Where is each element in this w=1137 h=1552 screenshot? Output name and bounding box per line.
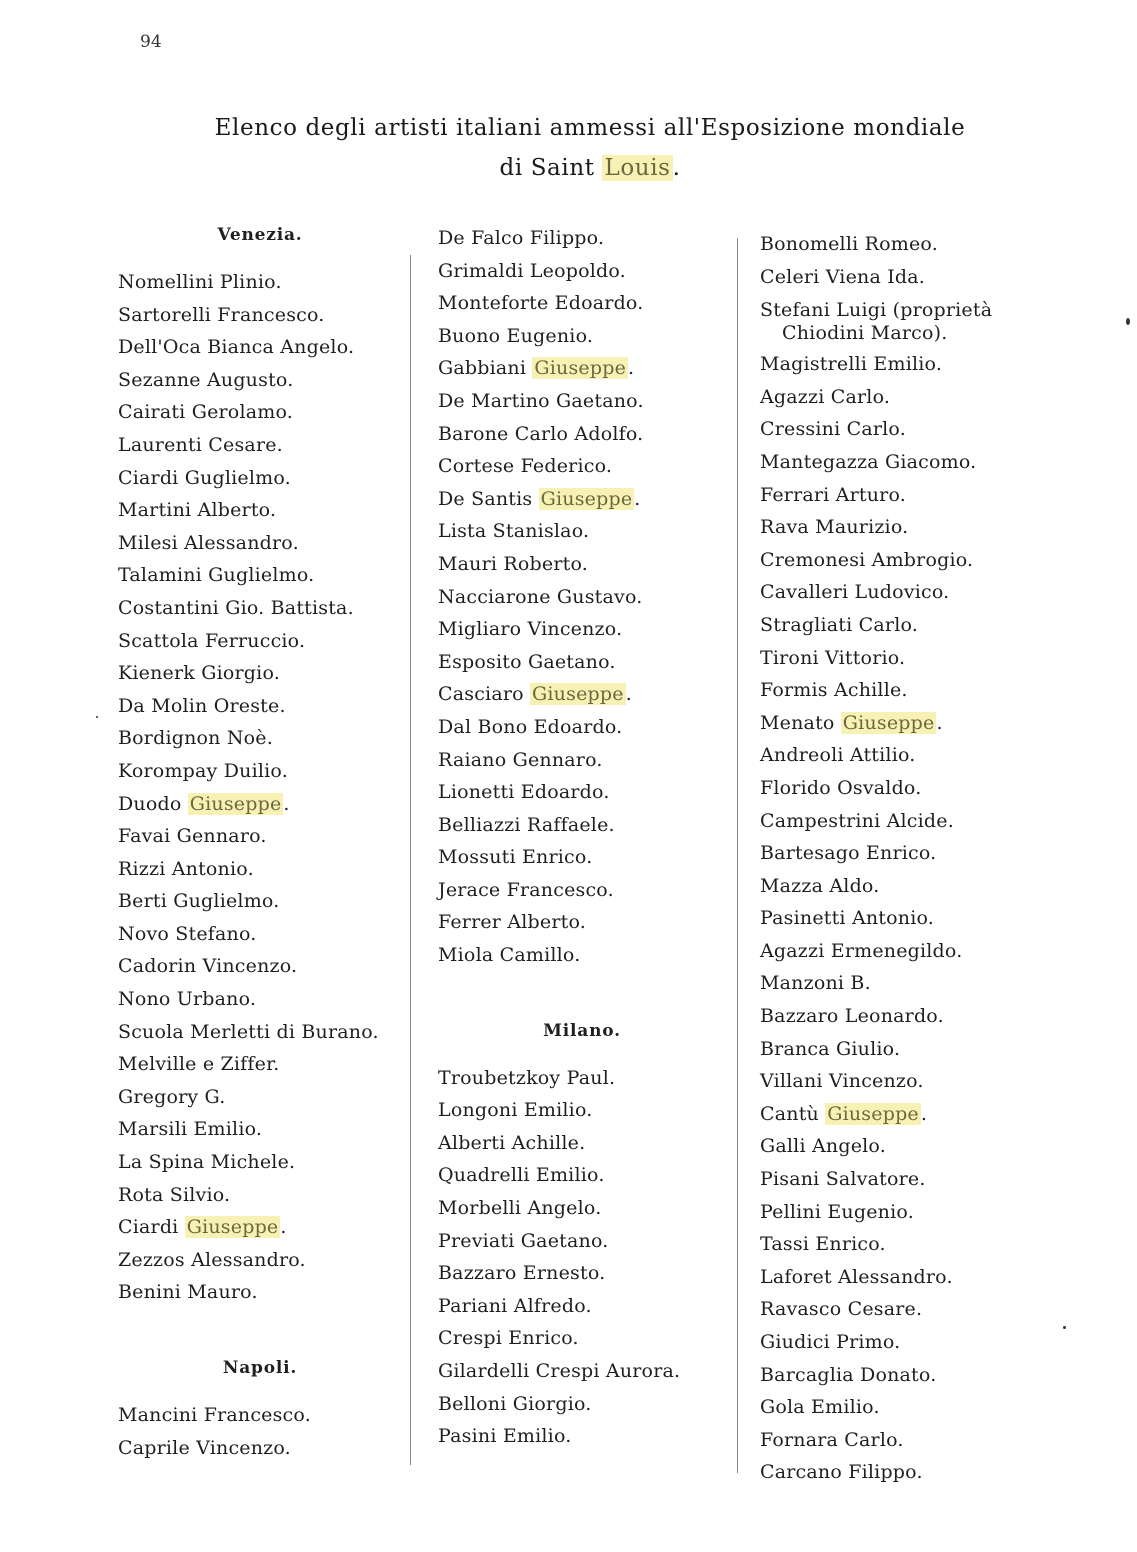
artist-name: Belliazzi Raffaele. bbox=[438, 813, 615, 836]
artist-entry bbox=[754, 1391, 1074, 1424]
name-suffix: . bbox=[936, 711, 943, 734]
artist-entry bbox=[754, 674, 1074, 707]
page-number: 94 bbox=[140, 32, 162, 52]
artist-entry bbox=[110, 559, 410, 592]
artist-entry bbox=[432, 841, 732, 874]
artist-name: Cortese Federico. bbox=[438, 455, 613, 478]
artist-entry bbox=[110, 983, 410, 1016]
artist-name: Casciaro bbox=[438, 683, 531, 706]
artist-name: Cadorin Vincenzo. bbox=[118, 955, 298, 978]
artist-name: Cantù bbox=[760, 1102, 826, 1125]
artist-entry bbox=[110, 1399, 410, 1432]
artist-entry bbox=[754, 261, 1074, 294]
artist-entry bbox=[432, 1355, 732, 1388]
artist-name: Formis Achille. bbox=[760, 679, 908, 702]
artist-name: Buono Eugenio. bbox=[438, 324, 594, 347]
artist-name: Monteforte Edoardo. bbox=[438, 292, 644, 315]
artist-entry bbox=[432, 483, 732, 516]
artist-name: Ciardi bbox=[118, 1216, 185, 1239]
artist-entry bbox=[432, 1290, 732, 1323]
artist-entry bbox=[432, 255, 732, 288]
artist-entry bbox=[110, 364, 410, 397]
artist-entry bbox=[754, 1359, 1074, 1392]
artist-entry bbox=[110, 885, 410, 918]
artist-entry bbox=[110, 1211, 410, 1244]
artist-name: Previati Gaetano. bbox=[438, 1229, 609, 1252]
artist-entry bbox=[110, 788, 410, 821]
artist-entry bbox=[110, 331, 410, 364]
artist-entry bbox=[754, 511, 1074, 544]
artist-name: Cavalleri Ludovico. bbox=[760, 581, 950, 604]
artist-entry bbox=[110, 299, 410, 332]
artist-name: Cressini Carlo. bbox=[760, 418, 906, 441]
artist-name: Ciardi Guglielmo. bbox=[118, 466, 291, 489]
artist-name: Gilardelli Crespi Aurora. bbox=[438, 1360, 681, 1382]
artist-entry bbox=[432, 1159, 732, 1192]
artist-name: Grimaldi Leopoldo. bbox=[438, 259, 626, 282]
artist-name: Melville e Ziffer. bbox=[118, 1053, 280, 1076]
artist-name: Florido Osvaldo. bbox=[760, 776, 922, 799]
artist-entry bbox=[110, 1146, 410, 1179]
artist-name: Mantegazza Giacomo. bbox=[760, 450, 977, 473]
document-title bbox=[150, 108, 1030, 188]
artist-name: Quadrelli Emilio. bbox=[438, 1164, 605, 1187]
artist-name: Bazzaro Leonardo. bbox=[760, 1005, 944, 1028]
artist-name: Manzoni B. bbox=[760, 972, 871, 995]
artist-name: Agazzi Carlo. bbox=[760, 385, 891, 408]
artist-name: Raiano Gennaro. bbox=[438, 748, 603, 771]
artist-entry bbox=[110, 1048, 410, 1081]
artist-entry bbox=[754, 576, 1074, 609]
artist-name: Tironi Vittorio. bbox=[760, 646, 906, 669]
highlighted-first-name: Giuseppe bbox=[540, 487, 633, 510]
artist-name: Pasinetti Antonio. bbox=[760, 907, 935, 930]
highlighted-first-name: Giuseppe bbox=[842, 711, 935, 734]
column-divider-right bbox=[737, 238, 738, 1473]
artist-entry bbox=[432, 613, 732, 646]
artist-name: Mossuti Enrico. bbox=[438, 846, 593, 869]
scan-speck bbox=[96, 716, 98, 718]
artist-entry bbox=[754, 293, 1074, 348]
name-suffix: . bbox=[634, 487, 641, 510]
artist-entry bbox=[432, 711, 732, 744]
artist-entry bbox=[754, 935, 1074, 968]
title-line-2-suffix: . bbox=[672, 155, 681, 181]
artist-name: Miola Camillo. bbox=[438, 944, 581, 967]
artist-entry bbox=[432, 1127, 732, 1160]
artist-entry bbox=[754, 1163, 1074, 1196]
artist-name: Fornara Carlo. bbox=[760, 1428, 904, 1451]
section-heading-milano: Milano. bbox=[543, 1020, 621, 1041]
artist-entry bbox=[754, 544, 1074, 577]
artist-name: Jerace Francesco. bbox=[438, 878, 614, 901]
artist-name: Mauri Roberto. bbox=[438, 552, 589, 575]
artist-name: Villani Vincenzo. bbox=[760, 1070, 924, 1093]
artist-name: Nacciarone Gustavo. bbox=[438, 585, 643, 608]
artist-entry bbox=[754, 1228, 1074, 1261]
artist-entry bbox=[754, 805, 1074, 838]
column-3 bbox=[754, 228, 1074, 1489]
artist-entry bbox=[110, 462, 410, 495]
artist-name: Barcaglia Donato. bbox=[760, 1363, 937, 1386]
artist-entry bbox=[432, 581, 732, 614]
list-napoli-continued bbox=[432, 222, 732, 972]
artist-name: Scuola Merletti di Burano. bbox=[118, 1020, 379, 1043]
artist-entry bbox=[754, 1424, 1074, 1457]
artist-name: Sartorelli Francesco. bbox=[118, 303, 325, 326]
artist-name: Troubetzkoy Paul. bbox=[438, 1066, 616, 1089]
artist-name: Laforet Alessandro. bbox=[760, 1265, 953, 1288]
artist-name: Milesi Alessandro. bbox=[118, 531, 299, 554]
artist-entry bbox=[432, 776, 732, 809]
artist-name: Gola Emilio. bbox=[760, 1396, 880, 1419]
artist-name: Berti Guglielmo. bbox=[118, 890, 280, 913]
name-suffix: . bbox=[920, 1102, 928, 1125]
artist-entry bbox=[110, 690, 410, 723]
artist-entry bbox=[754, 1033, 1074, 1066]
artist-name: Talamini Guglielmo. bbox=[118, 564, 315, 587]
artist-entry bbox=[110, 820, 410, 853]
artist-entry bbox=[432, 678, 732, 711]
artist-name: Mancini Francesco. bbox=[118, 1404, 311, 1426]
artist-name: Longoni Emilio. bbox=[438, 1099, 593, 1122]
artist-name: Agazzi Ermenegildo. bbox=[760, 939, 963, 962]
name-suffix: . bbox=[283, 792, 290, 815]
artist-entry bbox=[432, 1322, 732, 1355]
artist-entry bbox=[754, 609, 1074, 642]
highlighted-first-name: Giuseppe bbox=[189, 792, 282, 815]
artist-name: Ravasco Cesare. bbox=[760, 1298, 923, 1321]
artist-entry bbox=[432, 352, 732, 385]
artist-entry bbox=[432, 222, 732, 255]
artist-name: Rava Maurizio. bbox=[760, 516, 909, 539]
artist-name: Nono Urbano. bbox=[118, 988, 257, 1011]
name-suffix: . bbox=[625, 683, 632, 706]
artist-name: Benini Mauro. bbox=[118, 1281, 258, 1304]
scan-speck bbox=[1063, 1326, 1066, 1329]
section-heading-napoli: Napoli. bbox=[222, 1358, 298, 1378]
artist-name: Pisani Salvatore. bbox=[760, 1168, 926, 1191]
artist-name: Esposito Gaetano. bbox=[438, 650, 616, 673]
artist-name: Ferrari Arturo. bbox=[760, 483, 906, 506]
artist-name: Giudici Primo. bbox=[760, 1331, 901, 1353]
artist-entry bbox=[110, 853, 410, 886]
artist-name: Morbelli Angelo. bbox=[438, 1197, 602, 1220]
artist-name: Favai Gennaro. bbox=[118, 825, 267, 848]
artist-name: Novo Stefano. bbox=[118, 922, 257, 945]
artist-entry bbox=[432, 385, 732, 418]
artist-name: La Spina Michele. bbox=[118, 1151, 296, 1174]
artist-name: Bonomelli Romeo. bbox=[760, 233, 938, 255]
artist-name: Zezzos Alessandro. bbox=[118, 1248, 306, 1271]
artist-name: De Falco Filippo. bbox=[438, 227, 605, 249]
artist-entry bbox=[432, 1094, 732, 1127]
artist-entry bbox=[110, 755, 410, 788]
artist-entry bbox=[110, 722, 410, 755]
artist-entry bbox=[432, 809, 732, 842]
artist-name: Belloni Giorgio. bbox=[438, 1392, 592, 1415]
artist-entry bbox=[754, 1326, 1074, 1359]
artist-entry bbox=[754, 1196, 1074, 1229]
artist-entry bbox=[432, 1420, 732, 1453]
artist-entry bbox=[110, 396, 410, 429]
artist-entry bbox=[432, 1225, 732, 1258]
artist-name: Gabbiani bbox=[438, 357, 533, 380]
artist-entry bbox=[110, 625, 410, 658]
artist-entry bbox=[110, 1081, 410, 1114]
artist-name: Laurenti Cesare. bbox=[118, 433, 283, 456]
artist-name: Carcano Filippo. bbox=[760, 1461, 923, 1484]
artist-entry bbox=[754, 707, 1074, 740]
artist-name: Gregory G. bbox=[118, 1085, 226, 1108]
list-milano-continued bbox=[754, 228, 1074, 1489]
artist-entry bbox=[110, 657, 410, 690]
artist-name: De Santis bbox=[438, 487, 539, 510]
artist-entry bbox=[432, 1062, 732, 1095]
artist-name: Bartesago Enrico. bbox=[760, 842, 937, 865]
title-line-1: Elenco degli artisti italiani ammessi all'Esposizione mondiale bbox=[214, 115, 966, 141]
artist-name: Korompay Duilio. bbox=[118, 759, 288, 782]
artist-entry bbox=[754, 1261, 1074, 1294]
artist-entry bbox=[754, 1000, 1074, 1033]
artist-name: Caprile Vincenzo. bbox=[118, 1436, 291, 1459]
artist-entry bbox=[432, 548, 732, 581]
artist-name: Martini Alberto. bbox=[118, 499, 277, 522]
artist-entry bbox=[754, 228, 1074, 261]
artist-name: Rizzi Antonio. bbox=[118, 857, 254, 880]
highlighted-first-name: Giuseppe bbox=[827, 1102, 919, 1125]
artist-name: Scattola Ferruccio. bbox=[118, 629, 306, 652]
artist-name: Cremonesi Ambrogio. bbox=[760, 548, 974, 571]
artist-entry bbox=[110, 1179, 410, 1212]
artist-name: Celeri Viena Ida. bbox=[760, 265, 926, 288]
artist-name: Magistrelli Emilio. bbox=[760, 353, 943, 376]
artist-entry bbox=[754, 1130, 1074, 1163]
column-2 bbox=[432, 222, 732, 1453]
artist-entry bbox=[754, 772, 1074, 805]
artist-name: Mazza Aldo. bbox=[760, 874, 880, 897]
artist-name: Sezanne Augusto. bbox=[118, 368, 294, 391]
artist-name: Dal Bono Edoardo. bbox=[438, 715, 623, 738]
artist-entry bbox=[110, 918, 410, 951]
artist-name: Barone Carlo Adolfo. bbox=[438, 422, 644, 445]
artist-entry bbox=[432, 287, 732, 320]
artist-entry bbox=[754, 446, 1074, 479]
artist-entry bbox=[754, 870, 1074, 903]
highlighted-first-name: Giuseppe bbox=[186, 1216, 279, 1239]
column-1 bbox=[110, 218, 410, 1464]
name-suffix: . bbox=[280, 1216, 287, 1239]
artist-name: Tassi Enrico. bbox=[760, 1233, 886, 1256]
title-line-2-prefix: di Saint bbox=[499, 155, 603, 181]
artist-entry bbox=[432, 939, 732, 972]
artist-entry bbox=[110, 1113, 410, 1146]
artist-name: Stragliati Carlo. bbox=[760, 613, 919, 636]
artist-name: Menato bbox=[760, 711, 841, 734]
artist-entry bbox=[432, 906, 732, 939]
artist-name: Da Molin Oreste. bbox=[118, 694, 286, 717]
scan-speck bbox=[1126, 318, 1130, 325]
artist-name: Branca Giulio. bbox=[760, 1037, 901, 1060]
artist-entry bbox=[754, 967, 1074, 1000]
name-suffix: . bbox=[628, 357, 635, 380]
artist-entry bbox=[110, 494, 410, 527]
artist-name: Pellini Eugenio. bbox=[760, 1200, 914, 1223]
artist-entry bbox=[110, 429, 410, 462]
artist-entry bbox=[754, 739, 1074, 772]
section-heading-venezia: Venezia. bbox=[217, 225, 303, 245]
artist-entry bbox=[110, 592, 410, 625]
artist-entry bbox=[110, 527, 410, 560]
artist-entry bbox=[754, 1293, 1074, 1326]
list-napoli bbox=[110, 1399, 410, 1464]
artist-entry bbox=[432, 744, 732, 777]
artist-name: Nomellini Plinio. bbox=[118, 271, 282, 293]
artist-entry bbox=[432, 450, 732, 483]
artist-entry bbox=[432, 646, 732, 679]
artist-name: Andreoli Attilio. bbox=[760, 744, 916, 767]
title-line-2 bbox=[150, 148, 1030, 188]
artist-entry bbox=[432, 418, 732, 451]
artist-name: Ferrer Alberto. bbox=[438, 911, 586, 934]
artist-entry bbox=[754, 348, 1074, 381]
artist-name: Alberti Achille. bbox=[438, 1131, 586, 1154]
artist-name: Bordignon Noè. bbox=[118, 727, 273, 750]
artist-entry bbox=[110, 950, 410, 983]
artist-entry bbox=[432, 515, 732, 548]
artist-name: Dell'Oca Bianca Angelo. bbox=[118, 336, 355, 359]
artist-name: Lista Stanislao. bbox=[438, 520, 590, 543]
artist-name: Duodo bbox=[118, 792, 188, 815]
highlighted-first-name: Giuseppe bbox=[532, 683, 624, 706]
highlighted-first-name: Giuseppe bbox=[534, 357, 627, 380]
artist-entry bbox=[432, 1192, 732, 1225]
artist-entry bbox=[754, 642, 1074, 675]
artist-name: Pariani Alfredo. bbox=[438, 1294, 592, 1317]
column-divider-left bbox=[410, 255, 411, 1465]
title-highlight-louis: Louis bbox=[604, 155, 671, 181]
artist-entry bbox=[754, 1098, 1074, 1131]
artist-entry bbox=[754, 902, 1074, 935]
artist-entry bbox=[754, 479, 1074, 512]
artist-entry bbox=[110, 1016, 410, 1049]
list-milano bbox=[432, 1062, 732, 1453]
artist-entry bbox=[754, 837, 1074, 870]
artist-entry bbox=[754, 413, 1074, 446]
artist-entry bbox=[432, 320, 732, 353]
artist-entry bbox=[754, 1065, 1074, 1098]
artist-name: Pasini Emilio. bbox=[438, 1425, 572, 1448]
artist-name: Cairati Gerolamo. bbox=[118, 401, 294, 424]
artist-name: Galli Angelo. bbox=[760, 1135, 886, 1158]
artist-entry bbox=[432, 1257, 732, 1290]
artist-name: Lionetti Edoardo. bbox=[438, 781, 610, 804]
artist-entry bbox=[754, 1456, 1074, 1489]
artist-name: Rota Silvio. bbox=[118, 1183, 231, 1206]
artist-entry bbox=[110, 1276, 410, 1309]
artist-name: Crespi Enrico. bbox=[438, 1327, 579, 1350]
artist-name-continuation: Chiodini Marco). bbox=[782, 322, 948, 345]
list-venezia bbox=[110, 266, 410, 1309]
artist-name: Campestrini Alcide. bbox=[760, 809, 954, 832]
artist-name: Stefani Luigi (proprietà bbox=[760, 299, 993, 322]
artist-entry bbox=[110, 266, 410, 299]
artist-entry bbox=[432, 1388, 732, 1421]
artist-name: De Martino Gaetano. bbox=[438, 389, 644, 412]
artist-entry bbox=[432, 874, 732, 907]
artist-entry bbox=[110, 1432, 410, 1465]
artist-name: Marsili Emilio. bbox=[118, 1118, 263, 1141]
artist-entry bbox=[754, 381, 1074, 414]
artist-entry bbox=[110, 1244, 410, 1277]
artist-name: Kienerk Giorgio. bbox=[118, 662, 280, 685]
artist-name: Migliaro Vincenzo. bbox=[438, 618, 623, 641]
artist-name: Bazzaro Ernesto. bbox=[438, 1262, 606, 1285]
artist-name: Costantini Gio. Battista. bbox=[118, 596, 354, 619]
